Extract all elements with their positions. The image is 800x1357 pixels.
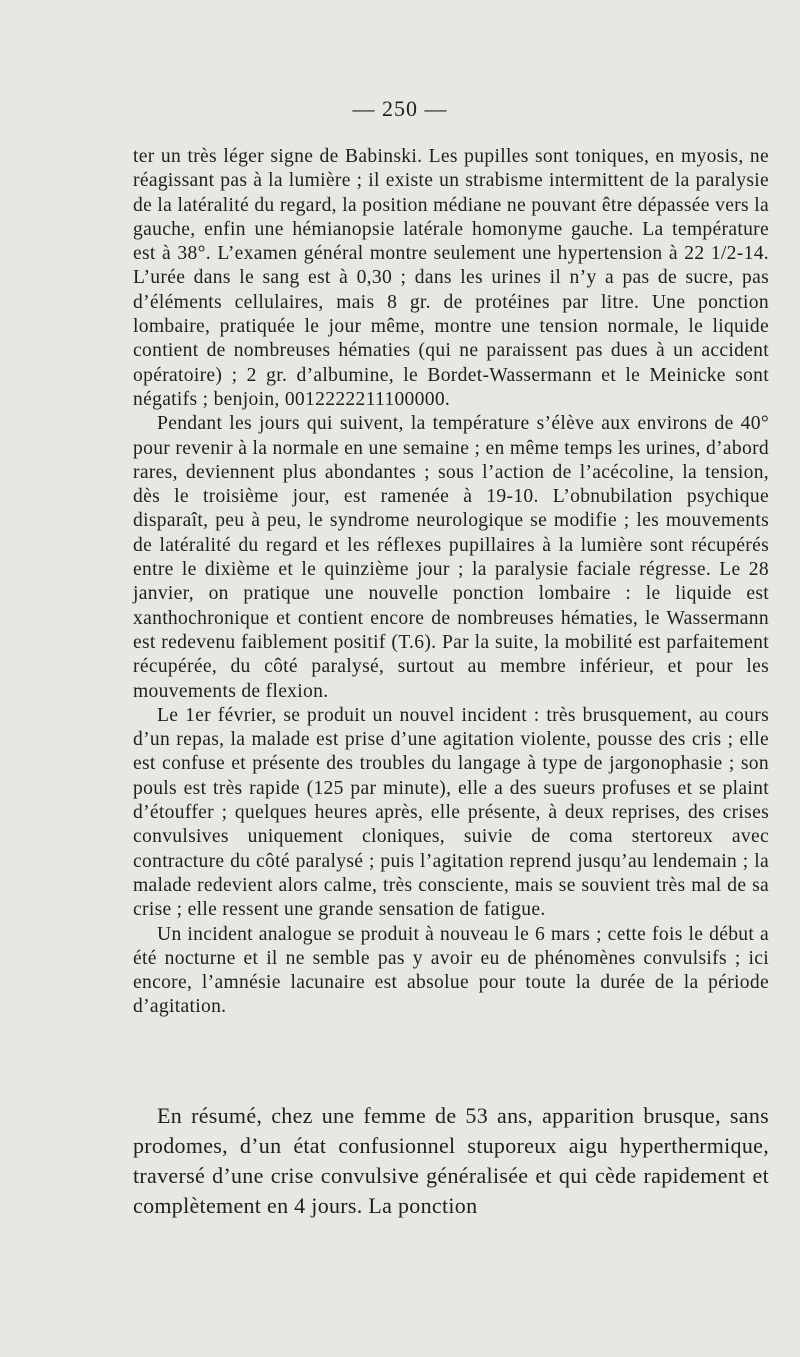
paragraph-march-incident: Un incident analogue se produit à nouveau le 6 mars ; cette fois le début a été nocturne et il ne semble pas y avoir eu de phénomènes convulsifs ; ici encore, l’amnésie lacunaire est absolue pour toute la durée de la période d’agitation. <box>133 923 769 1018</box>
paragraph-case-exam: ter un très léger signe de Babinski. Les pupilles sont toniques, en myosis, ne réagissant pas à la lumière ; il existe un strabisme intermittent de la paralysie de la latéralité du regard, la position médiane ne pouvant être dépassée vers la gauche, enfin une hémianopsie latérale homonyme gauche. La température est à 38°. L’examen général montre seulement une hypertension à 22 1/2-14. L’urée dans le sang est à 0,30 ; dans les urines il n’y a pas de sucre, pas d’éléments cellulaires, mais 8 gr. de protéines par litre. Une ponction lombaire, pratiquée le jour même, montre une tension normale, le liquide contient de nombreuses hématies (qui ne paraissent pas dues à un accident opératoire) ; 2 gr. d’albumine, le Bordet-Wassermann et le Meinicke sont négatifs ; benjoin, 0012222211100000. <box>133 146 769 410</box>
body-text <box>133 145 769 1020</box>
paragraph-following-days: Pendant les jours qui suivent, la température s’élève aux environs de 40° pour revenir à la normale en une semaine ; en même temps les urines, d’abord rares, deviennent plus abondantes ; sous l’action de l’acécoline, la tension, dès le troisième jour, est ramenée à 19-10. L’obnubilation psychique disparaît, peu à peu, le syndrome neurologique se modifie ; les mouvements de latéralité du regard et les réflexes pupillaires à la lumière sont récupérés entre le dixième et le quinzième jour ; la paralysie faciale régresse. Le 28 janvier, on pratique une nouvelle ponction lombaire : le liquide est xanthochronique et contient encore de nombreuses hématies, le Wassermann est redevenu faiblement positif (T.6). Par la suite, la mobilité est parfaitement récupérée, du côté paralysé, surtout au membre inférieur, et pour les mouvements de flexion. <box>133 413 769 702</box>
summary-section <box>133 1101 769 1221</box>
page-number: — 250 — <box>352 96 448 121</box>
summary-paragraph: En résumé, chez une femme de 53 ans, apparition brusque, sans prodomes, d’un état confusionnel stuporeux aigu hyperthermique, traversé d’une crise convulsive généralisée et qui cède rapidement et complètement en 4 jours. La ponction <box>133 1103 769 1218</box>
paragraph-february-incident: Le 1er février, se produit un nouvel incident : très brusquement, au cours d’un repas, la malade est prise d’une agitation violente, pousse des cris ; elle est confuse et présente des troubles du langage à type de jargonophasie ; son pouls est très rapide (125 par minute), elle a des sueurs profuses et se plaint d’étouffer ; quelques heures après, elle présente, à deux reprises, des crises convulsives uniquement cloniques, suivie de coma stertoreux avec contracture du côté paralysé ; puis l’agitation reprend jusqu’au lendemain ; la malade redevient alors calme, très consciente, mais se souvient très mal de sa crise ; elle ressent une grande sensation de fatigue. <box>133 704 769 921</box>
